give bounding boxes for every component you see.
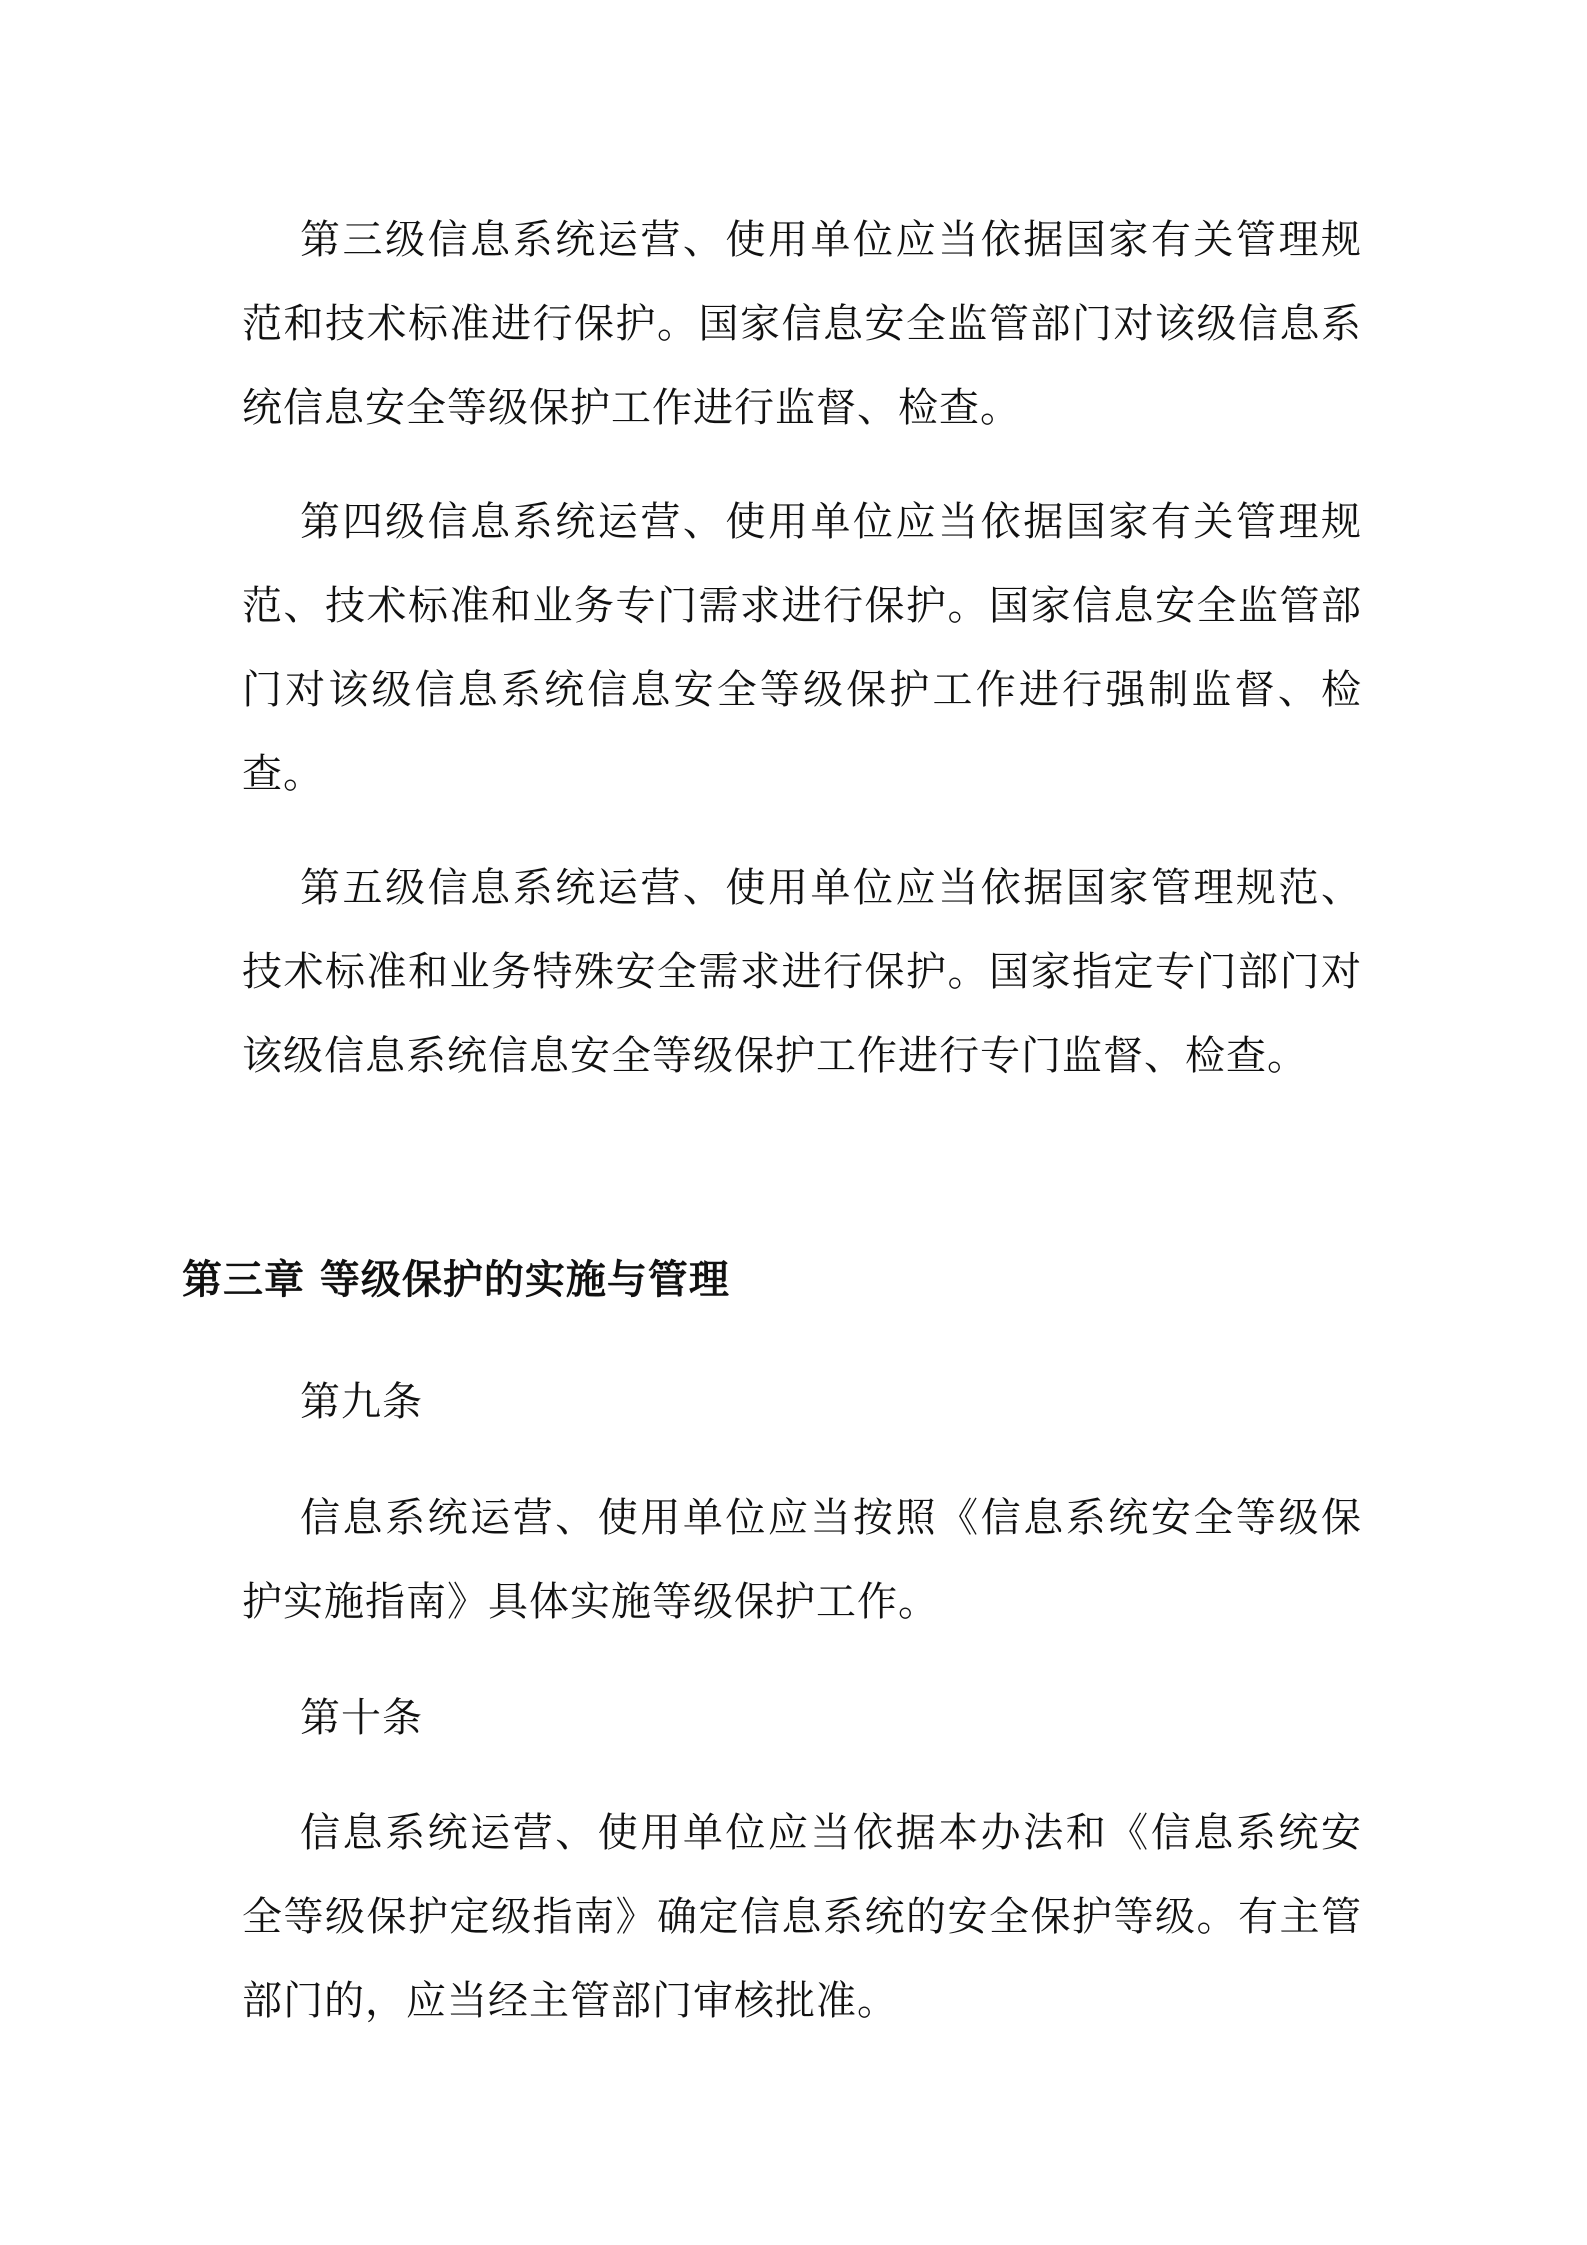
article-9-heading: 第九条: [300, 1379, 423, 1425]
chapter-3-heading: 第三章 等级保护的实施与管理: [182, 1257, 730, 1303]
paragraph-level4-protection: 第四级信息系统运营、使用单位应当依据国家有关管理规范、技术标准和业务专门需求进行保护。国家信息安全监管部门对该级信息系统信息安全等级保护工作进行强制监督、检查。: [242, 499, 1362, 797]
paragraph-level3-protection: 第三级信息系统运营、使用单位应当依据国家有关管理规范和技术标准进行保护。国家信息安全监管部门对该级信息系统信息安全等级保护工作进行监督、检查。: [242, 217, 1362, 431]
paragraph-level5-protection: 第五级信息系统运营、使用单位应当依据国家管理规范、技术标准和业务特殊安全需求进行保护。国家指定专门部门对该级信息系统信息安全等级保护工作进行专门监督、检查。: [242, 865, 1362, 1079]
article-9-text: 信息系统运营、使用单位应当按照《信息系统安全等级保护实施指南》具体实施等级保护工作。: [242, 1495, 1362, 1625]
article-10-heading: 第十条: [300, 1695, 423, 1741]
article-10-text: 信息系统运营、使用单位应当依据本办法和《信息系统安全等级保护定级指南》确定信息系统的安全保护等级。有主管部门的，应当经主管部门审核批准。: [242, 1810, 1362, 2024]
